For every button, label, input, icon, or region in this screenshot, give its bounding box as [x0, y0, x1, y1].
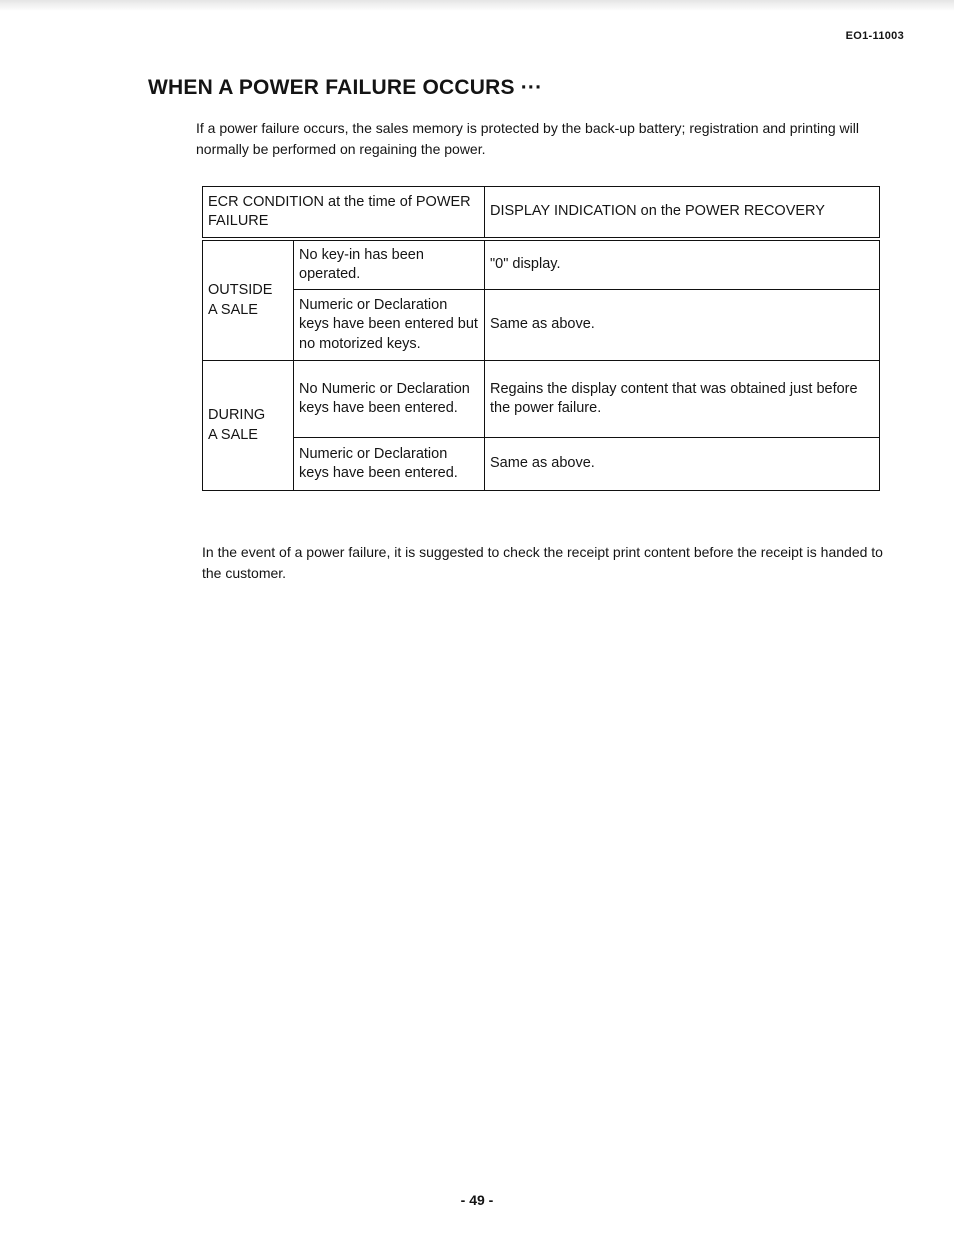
group-label-line: OUTSIDE	[208, 282, 273, 298]
condition-cell: No key-in has been operated.	[294, 239, 485, 290]
scan-edge-shading	[0, 0, 954, 14]
table-row	[203, 239, 880, 290]
intro-paragraph: If a power failure occurs, the sales memory is protected by the back-up battery; registration and printing will normally be performed on regaining the power.	[196, 120, 859, 157]
header-condition: ECR CONDITION at the time of POWER FAILURE	[203, 187, 485, 240]
page-number: - 49 -	[460, 1192, 494, 1208]
condition-table	[202, 186, 880, 491]
table-header-row	[203, 187, 880, 240]
table-row	[203, 361, 880, 438]
condition-cell: Numeric or Declaration keys have been entered.	[294, 438, 485, 491]
section-heading: WHEN A POWER FAILURE OCCURS ···	[148, 76, 543, 99]
display-cell: Same as above.	[485, 438, 880, 491]
group-label-line: A SALE	[208, 301, 258, 318]
display-cell: Regains the display content that was obtained just before the power failure.	[485, 361, 880, 438]
note-paragraph: In the event of a power failure, it is suggested to check the receipt print content before the receipt is handed to the customer.	[202, 544, 883, 581]
power-failure-table	[202, 186, 880, 491]
group-label-line: A SALE	[208, 426, 258, 443]
document-code: EO1-11003	[845, 30, 904, 42]
header-display: DISPLAY INDICATION on the POWER RECOVERY	[485, 187, 880, 240]
display-cell: "0" display.	[485, 239, 880, 290]
group-label-outside	[203, 239, 294, 361]
condition-cell: No Numeric or Declaration keys have been entered.	[294, 361, 485, 438]
group-label-line: DURING	[208, 407, 266, 423]
display-cell: Same as above.	[485, 290, 880, 361]
table-row	[203, 290, 880, 361]
group-label-during	[203, 361, 294, 491]
table-row	[203, 438, 880, 491]
condition-cell: Numeric or Declaration keys have been entered but no motorized keys.	[294, 290, 485, 361]
